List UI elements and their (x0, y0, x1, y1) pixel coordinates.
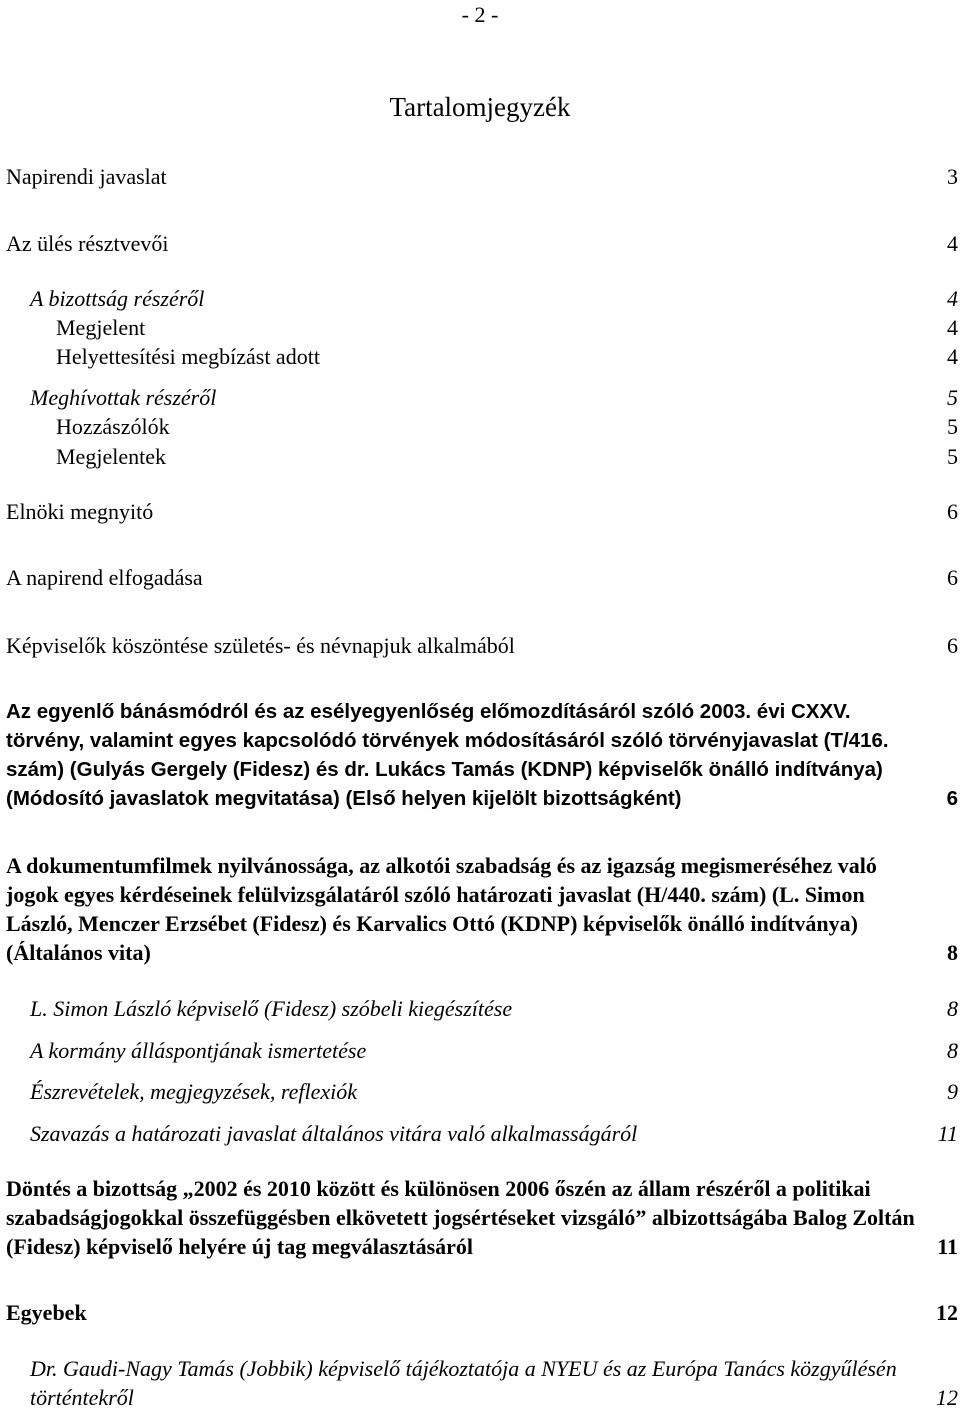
toc-entry-text: Elnöki megnyitó (6, 499, 154, 524)
toc-entry-page: 12 (936, 1385, 958, 1410)
toc-entry[interactable] (6, 631, 960, 660)
toc-entry-text: Megjelentek (56, 444, 166, 469)
toc-entry[interactable] (56, 342, 960, 371)
toc-entry-text: A kormány álláspontjának ismertetése (30, 1038, 367, 1063)
toc-entry-page: 4 (947, 231, 958, 256)
toc-entry[interactable] (56, 313, 960, 342)
toc-entry-page: 12 (936, 1300, 958, 1325)
toc-entry-page: 6 (947, 565, 958, 590)
toc-entry[interactable] (6, 563, 960, 592)
toc-entry[interactable] (30, 1077, 960, 1106)
toc-entry[interactable] (30, 994, 960, 1023)
toc-entry-page: 9 (947, 1079, 958, 1104)
toc-entry-text: A bizottság részéről (30, 286, 205, 311)
toc-entry-text: Döntés a bizottság „2002 és 2010 között és különösen 2006 őszén az állam részéről a politikai szabadságjogokkal összefüggésben elkövetett jogsértéseket vizsgáló” albizottságába Balog Zoltán (Fidesz) képviselő helyére új tag megválasztásáról (6, 1176, 915, 1259)
toc-entry-text: Egyebek (6, 1300, 87, 1325)
toc-entry-text: Szavazás a határozati javaslat általános vitára való alkalmasságáról (30, 1121, 638, 1146)
toc-entry[interactable] (6, 851, 960, 967)
toc-entry[interactable] (6, 497, 960, 526)
toc-entry-text: Helyettesítési megbízást adott (56, 344, 320, 369)
toc-entry-text: Képviselők köszöntése születés- és névnapjuk alkalmából (6, 633, 515, 658)
toc-entry-text: L. Simon László képviselő (Fidesz) szóbeli kiegészítése (30, 996, 513, 1021)
toc-entry-page: 8 (947, 940, 958, 965)
toc-entry[interactable] (30, 1036, 960, 1065)
toc-entry-text: Az egyenlő bánásmódról és az esélyegyenlőség előmozdításáról szóló 2003. évi CXXV. törvény, valamint egyes kapcsolódó törvények módosításáról szóló törvényjavaslat (T/416. szám) (Gulyás Gergely (Fidesz) és dr. Lukács Tamás (KDNP) képviselők önálló indítványa) (Módosító javaslatok megvitatása) (Első helyen kijelölt bizottságként) (6, 700, 889, 810)
toc-entry-page: 4 (947, 286, 958, 311)
toc-entry[interactable] (6, 162, 960, 191)
toc-entry-text: Dr. Gaudi-Nagy Tamás (Jobbik) képviselő tájékoztatója a NYEU és az Európa Tanács közgyűlésén történtekről (30, 1356, 897, 1410)
toc-entry[interactable] (56, 442, 960, 471)
toc-entry-page: 11 (937, 1121, 958, 1146)
toc-entry-page: 8 (947, 996, 958, 1021)
toc-entry-page: 5 (947, 414, 958, 439)
toc-entry[interactable] (6, 229, 960, 258)
toc-entry-text: Észrevételek, megjegyzések, reflexiók (30, 1079, 357, 1104)
toc-entry-text: Megjelent (56, 315, 146, 340)
toc-entry-text: Meghívottak részéről (30, 385, 217, 410)
toc-entry-text: Napirendi javaslat (6, 164, 167, 189)
page-number: - 2 - (461, 2, 499, 27)
toc-entry-page: 11 (937, 1234, 958, 1259)
toc-entry-page: 5 (947, 385, 958, 410)
toc-entry-text: A napirend elfogadása (6, 565, 203, 590)
toc-entry[interactable] (6, 1174, 960, 1261)
toc-entry-page: 3 (947, 164, 958, 189)
toc-entry[interactable] (30, 383, 960, 412)
toc-entry-text: Hozzászólók (56, 414, 170, 439)
toc-entry-page: 6 (947, 633, 958, 658)
toc-entry-page: 4 (947, 315, 958, 340)
toc-entry-page: 5 (947, 444, 958, 469)
toc-entry[interactable] (30, 284, 960, 313)
toc-entry[interactable] (6, 1298, 960, 1327)
toc-entry[interactable] (56, 412, 960, 441)
toc-entry-page: 6 (947, 499, 958, 524)
toc-entry[interactable] (30, 1119, 960, 1148)
toc-entry-text: Az ülés résztvevői (6, 231, 169, 256)
toc-entry[interactable] (30, 1354, 960, 1412)
toc-entry-page: 8 (947, 1038, 958, 1063)
toc-entry-page: 4 (947, 344, 958, 369)
toc-entry-page: 6 (946, 787, 958, 810)
toc-entry-text: A dokumentumfilmek nyilvánossága, az alkotói szabadság és az igazság megismeréséhez való jogok egyes kérdéseinek felülvizsgálatáról szóló határozati javaslat (H/440. szám) (L. Simon László, Menczer Erzsébet (Fidesz) és Karvalics Ottó (KDNP) képviselők önálló indítványa) (Általános vita) (6, 853, 877, 965)
toc-entry[interactable] (6, 697, 960, 813)
toc-title: Tartalomjegyzék (389, 92, 571, 122)
